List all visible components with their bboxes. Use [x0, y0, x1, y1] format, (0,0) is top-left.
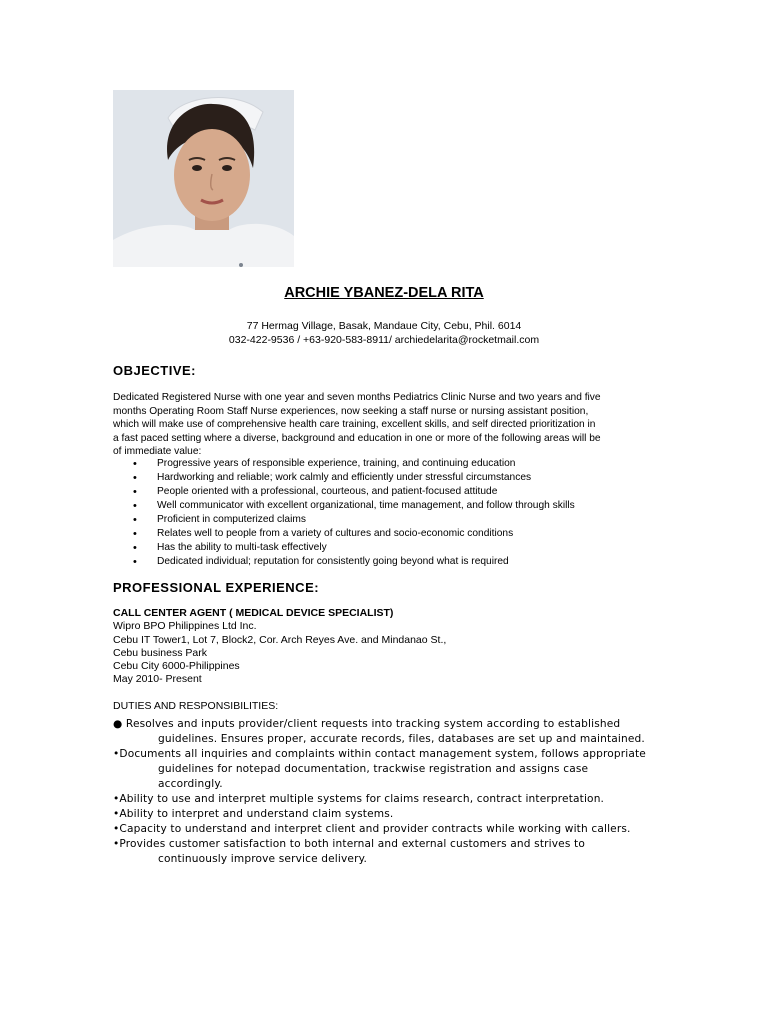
profile-photo: [113, 90, 294, 267]
list-item: • People oriented with a professional, courteous, and patient-focused attitude: [131, 485, 575, 499]
duty-line: •Documents all inquiries and complaints within contact management system, follows appropriate: [113, 748, 646, 760]
objective-line: which will make use of comprehensive health care training, excellent skills, and self directed prioritization in: [113, 419, 596, 431]
experience-heading: PROFESSIONAL EXPERIENCE:: [113, 580, 320, 595]
objective-line: months Operating Room Staff Nurse experiences, now seeking a staff nurse or nursing assistant position,: [113, 405, 589, 417]
list-item: • Proficient in computerized claims: [131, 513, 575, 527]
duty-continuation: guidelines for notepad documentation, trackwise registration and assigns case: [158, 763, 589, 775]
candidate-address: 77 Hermag Village, Basak, Mandaue City, Cebu, Phil. 6014: [246, 320, 522, 332]
list-item: • Hardworking and reliable; work calmly and efficiently under stressful circumstances: [131, 471, 575, 485]
duties-list: [113, 717, 673, 867]
duty-line: •Provides customer satisfaction to both internal and external customers and strives to: [113, 838, 585, 850]
list-item: [113, 807, 673, 822]
duties-heading: DUTIES AND RESPONSIBILITIES:: [113, 700, 279, 712]
objective-heading: OBJECTIVE:: [113, 363, 197, 378]
list-item: [113, 822, 673, 837]
duty-continuation: accordingly.: [158, 778, 223, 790]
list-item: [113, 717, 673, 747]
company-name: Wipro BPO Philippines Ltd Inc.: [113, 620, 257, 633]
portrait-illustration: [113, 90, 294, 267]
list-item: • Dedicated individual; reputation for consistently going beyond what is required: [131, 555, 575, 569]
duty-line: ● Resolves and inputs provider/client requests into tracking system according to established: [113, 718, 621, 730]
objective-bullet-list: [131, 457, 575, 569]
job-title: CALL CENTER AGENT ( MEDICAL DEVICE SPECIALIST): [113, 607, 394, 619]
duty-line: •Capacity to understand and interpret client and provider contracts while working with callers.: [113, 823, 631, 835]
duty-line: •Ability to interpret and understand claim systems.: [113, 808, 394, 820]
list-item: • Has the ability to multi-task effectively: [131, 541, 575, 555]
company-address-line: Cebu IT Tower1, Lot 7, Block2, Cor. Arch Reyes Ave. and Mindanao St.,: [113, 633, 447, 646]
employment-dates: May 2010- Present: [113, 673, 202, 686]
objective-line: of immediate value:: [113, 446, 202, 458]
company-address-line: Cebu City 6000-Philippines: [113, 660, 240, 673]
duty-continuation: continuously improve service delivery.: [158, 853, 367, 865]
list-item: [113, 837, 673, 867]
objective-line: Dedicated Registered Nurse with one year and seven months Pediatrics Clinic Nurse and two years and five: [113, 392, 601, 403]
list-item: [113, 747, 673, 792]
list-item: • Well communicator with excellent organizational, time management, and follow through skills: [131, 499, 575, 513]
candidate-name: ARCHIE YBANEZ-DELA RITA: [284, 285, 484, 301]
list-item: • Relates well to people from a variety of cultures and socio-economic conditions: [131, 527, 575, 541]
job-details: [113, 607, 446, 687]
duty-continuation: guidelines. Ensures proper, accurate records, files, databases are set up and maintained.: [158, 733, 645, 745]
objective-line: a fast paced setting where a diverse, background and education in one or more of the following areas will be: [113, 432, 601, 444]
candidate-contact: 032-422-9536 / +63-920-583-8911/ archiedelarita@rocketmail.com: [228, 334, 540, 346]
objective-paragraph: [113, 391, 658, 459]
duty-line: •Ability to use and interpret multiple systems for claims research, contract interpretation.: [113, 793, 605, 805]
company-address-line: Cebu business Park: [113, 646, 207, 659]
list-item: [113, 792, 673, 807]
list-item: • Progressive years of responsible experience, training, and continuing education: [131, 457, 575, 471]
